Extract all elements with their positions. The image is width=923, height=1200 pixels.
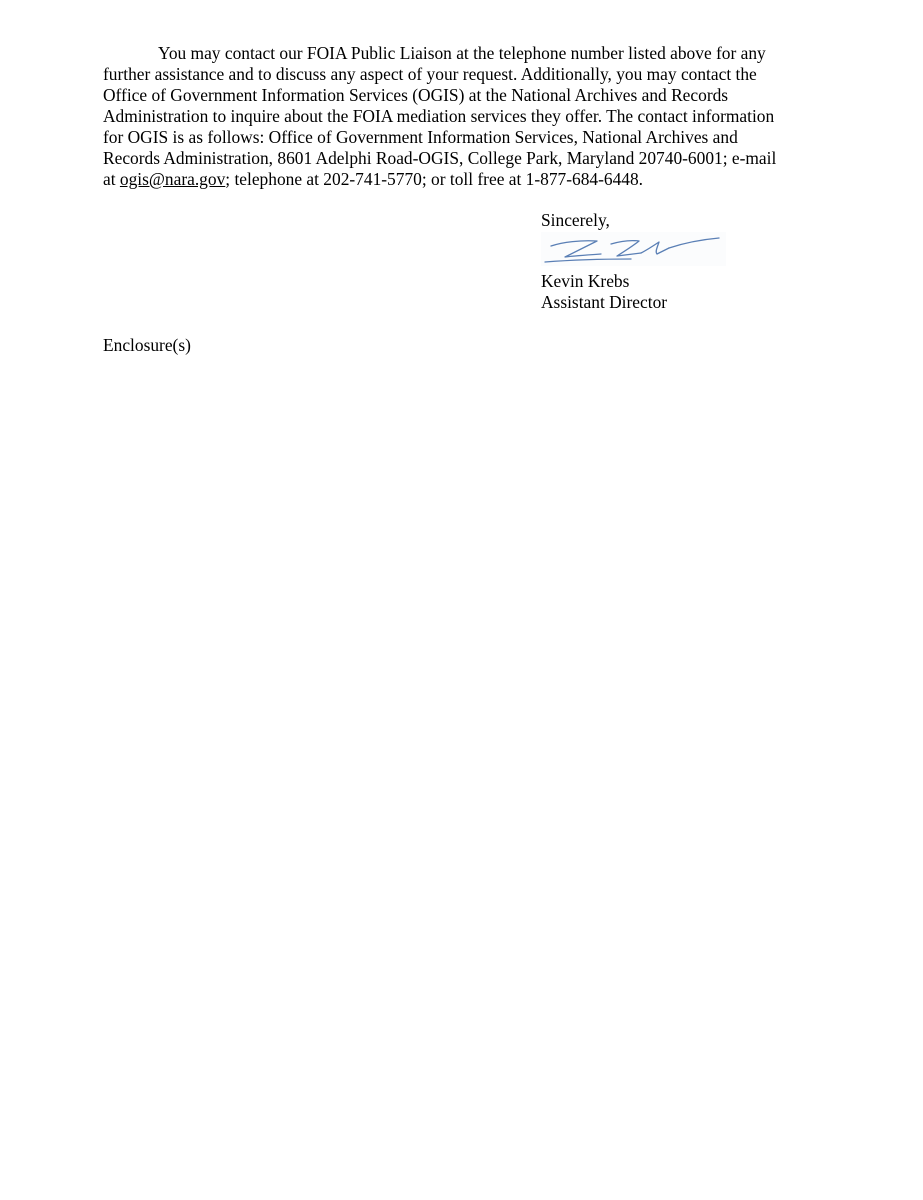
signer-title: Assistant Director: [541, 292, 668, 312]
paragraph-line-text: You may contact our FOIA Public Liaison at the telephone number listed above for any: [158, 43, 766, 63]
ogis-email-link[interactable]: ogis@nara.gov: [119, 169, 226, 189]
enclosure-note: Enclosure(s): [103, 335, 191, 355]
paragraph-line: Office of Government Information Services (OGIS) at the National Archives and Records: [103, 85, 729, 105]
paragraph-line: for OGIS is as follows: Office of Government Information Services, National Archives and: [103, 127, 738, 147]
paragraph-line: Administration to inquire about the FOIA mediation services they offer. The contact information: [103, 106, 775, 126]
signer-name: Kevin Krebs: [541, 271, 630, 291]
last-line-suffix: ; telephone at 202-741-5770; or toll free at 1-877-684-6448.: [225, 169, 644, 189]
contact-paragraph: [103, 43, 820, 190]
last-line-prefix: at: [103, 169, 120, 189]
paragraph-line: [103, 169, 820, 190]
paragraph-line: further assistance and to discuss any aspect of your request. Additionally, you may contact the: [103, 64, 757, 84]
signer-block: [541, 271, 801, 313]
handwritten-signature: [541, 232, 726, 266]
paragraph-line: [103, 43, 820, 64]
closing-block: [541, 210, 801, 231]
paragraph-line: Records Administration, 8601 Adelphi Road-OGIS, College Park, Maryland 20740-6001; e-mail: [103, 148, 777, 168]
closing-salutation: Sincerely,: [541, 210, 610, 230]
